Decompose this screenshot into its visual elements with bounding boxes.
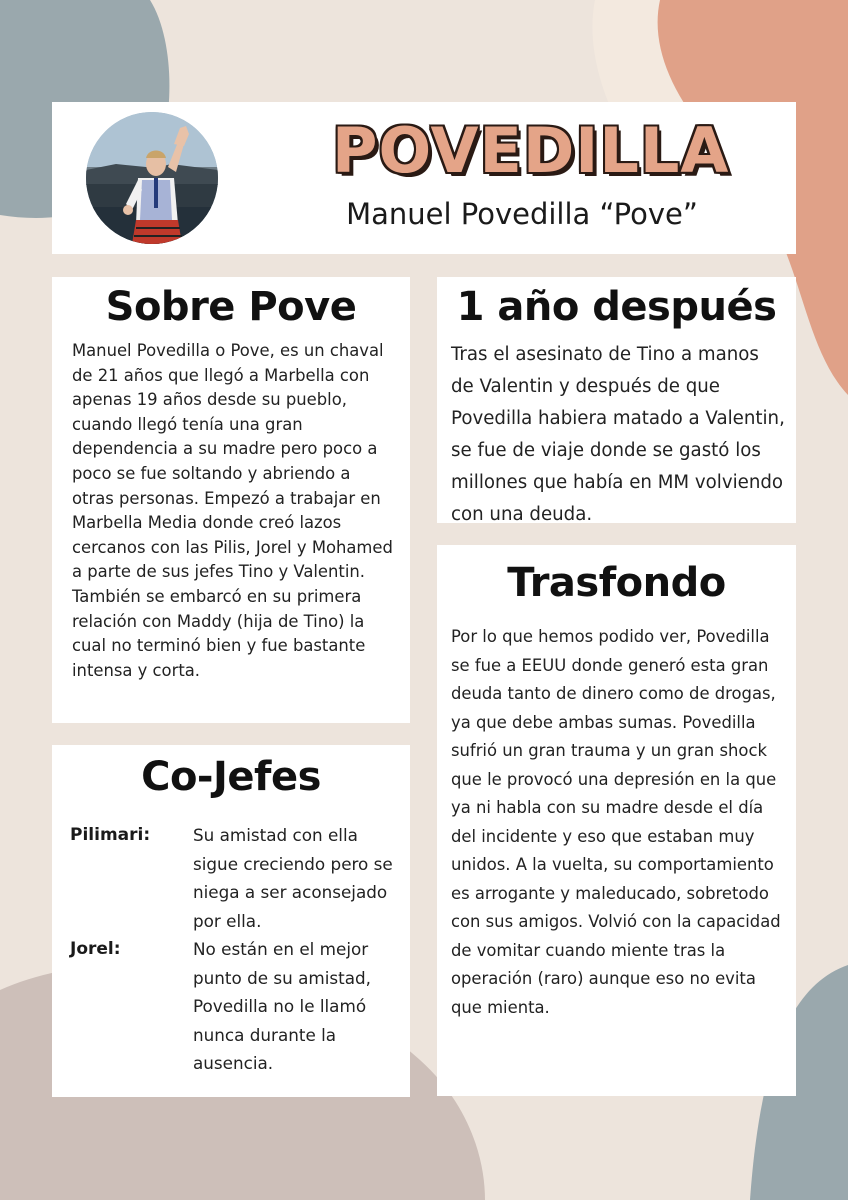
- un-anio-despues-card: [437, 277, 796, 523]
- header-card: [52, 102, 796, 254]
- co-jefes-heading: Co-Jefes: [141, 754, 321, 800]
- sobre-pove-heading: Sobre Pove: [105, 284, 357, 330]
- avatar-image: [86, 112, 218, 244]
- sobre-pove-text: Manuel Povedilla o Pove, es un chaval de 21 años que llegó a Marbella con apenas 19 años desde su pueblo, cuando llegó tenía una gran dependencia a su madre pero poco a poco se fue soltando y abriendo a otras personas. Empezó a trabajar en Marbella Media donde creó lazos cercanos con las Pilis, Jorel y Mohamed a parte de sus jefes Tino y Valentin. También se embarcó en su primera relación con Maddy (hija de Tino) la cual no terminó bien y fue bastante intensa y corta.: [72, 341, 393, 680]
- sobre-pove-card: [52, 277, 410, 723]
- un-anio-despues-text: Tras el asesinato de Tino a manos de Valentin y después de que Povedilla habiera matado a Valentin, se fue de viaje donde se gastó los millones que había en MM volviendo con una deuda.: [451, 344, 785, 523]
- trasfondo-heading: Trasfondo: [507, 560, 726, 606]
- trasfondo-card: [437, 545, 796, 1096]
- co-jefe-description: No están en el mejor punto de su amistad, Povedilla no le llamó nunca durante la ausencia.: [193, 939, 372, 1074]
- co-jefe-description: Su amistad con ella sigue creciendo pero se niega a ser aconsejado por ella.: [193, 825, 393, 931]
- page-subtitle: Manuel Povedilla “Pove”: [346, 197, 698, 231]
- co-jefes-card: [52, 745, 410, 1097]
- page-title: POVEDILLA: [332, 114, 730, 187]
- trasfondo-text: Por lo que hemos podido ver, Povedilla se fue a EEUU donde generó esta gran deuda tanto de dinero como de drogas, ya que debe ambas sumas. Povedilla sufrió un gran trauma y un gran shock que le provocó una depresión en la que ya ni habla con su madre desde el día del incidente y eso que estaban muy unidos. A la vuelta, su comportamiento es arrogante y maleducado, sobretodo con sus amigos. Volvió con la capacidad de vomitar cuando miente tras la operación (raro) aunque eso no evita que mienta.: [451, 627, 781, 1017]
- co-jefe-name: Pilimari:: [70, 825, 151, 845]
- un-anio-despues-heading: 1 año después: [456, 284, 777, 330]
- co-jefe-name: Jorel:: [70, 939, 121, 959]
- avatar: [86, 112, 218, 244]
